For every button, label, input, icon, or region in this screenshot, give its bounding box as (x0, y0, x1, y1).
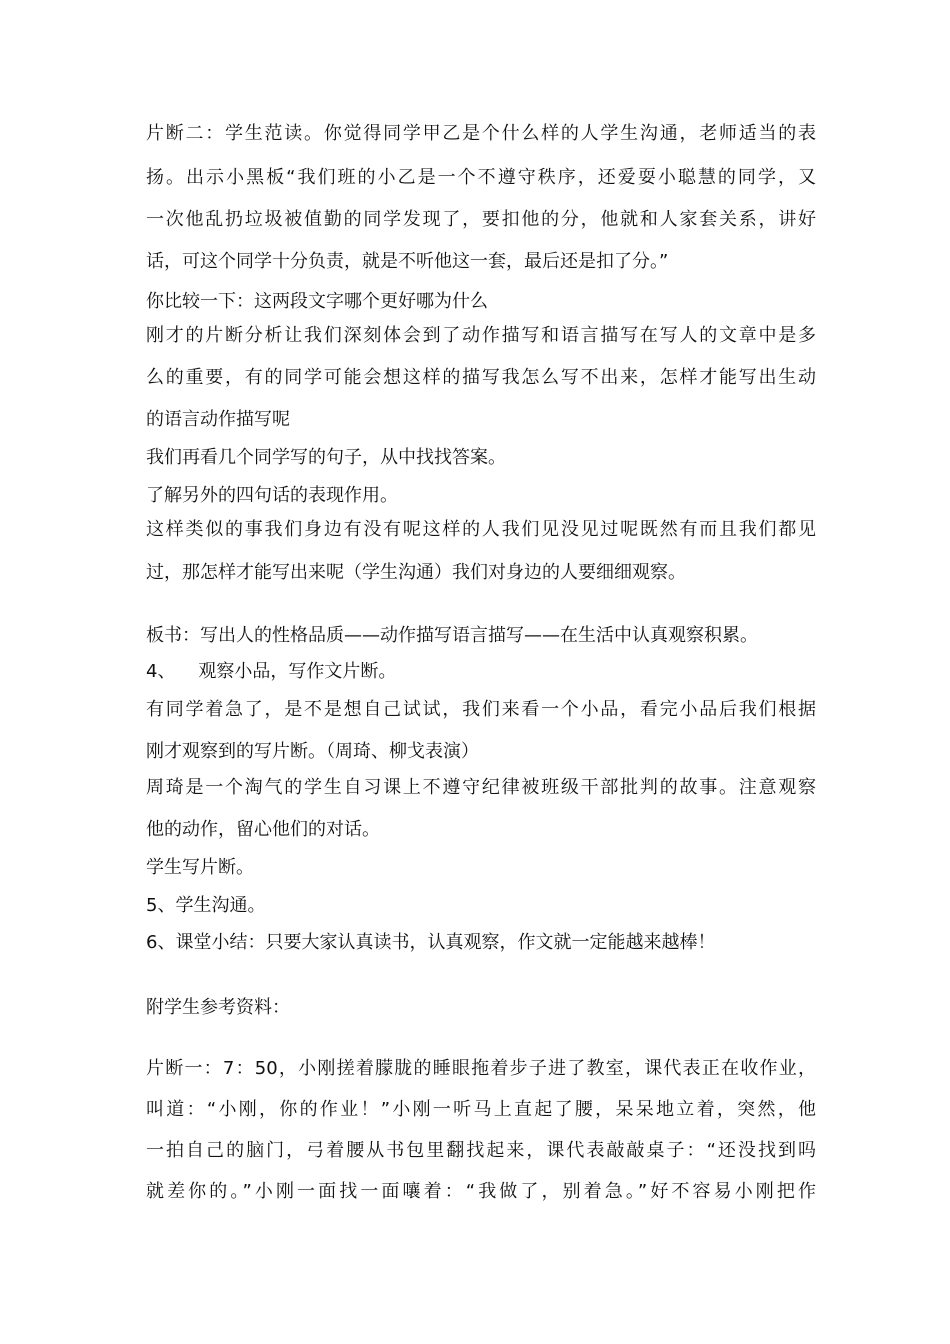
text-line: 周琦是一个淘气的学生自习课上不遵守纪律被班级干部批判的故事。注意观察 (146, 777, 816, 798)
text-line: 你比较一下：这两段文字哪个更好哪为什么 (146, 291, 488, 312)
list-item-5: 5、学生沟通。 (146, 895, 266, 916)
text-line: 学生写片断。 (146, 857, 254, 878)
text-line: 有同学着急了，是不是想自己试试，我们来看一个小品，看完小品后我们根据 (146, 699, 816, 720)
text-line: 扬。出示小黑板“我们班的小乙是一个不遵守秩序，还爱耍小聪慧的同学，又 (146, 167, 816, 188)
list-item-6: 6、课堂小结：只要大家认真读书，认真观察，作文就一定能越来越棒！ (146, 932, 716, 953)
section-heading: 附学生参考资料： (146, 997, 290, 1018)
text-line: 片断一：7：50，小刚搓着朦胧的睡眼拖着步子进了教室，课代表正在收作业， (146, 1058, 816, 1079)
text-line: 了解另外的四句话的表现作用。 (146, 485, 398, 506)
list-item-4: 4、 观察小品，写作文片断。 (146, 661, 397, 682)
text-line: 我们再看几个同学写的句子，从中找找答案。 (146, 447, 506, 468)
text-line: 么的重要，有的同学可能会想这样的描写我怎么写不出来，怎样才能写出生动 (146, 367, 816, 388)
text-line: 一次他乱扔垃圾被值勤的同学发现了，要扣他的分，他就和人家套关系，讲好 (146, 209, 816, 230)
text-line: 板书：写出人的性格品质——动作描写语言描写——在生活中认真观察积累。 (146, 625, 758, 646)
text-line: 刚才观察到的写片断。（周琦、柳戈表演） (146, 741, 479, 762)
text-line: 的语言动作描写呢 (146, 409, 290, 430)
text-line: 片断二：学生范读。你觉得同学甲乙是个什么样的人学生沟通，老师适当的表 (146, 123, 816, 144)
text-line: 刚才的片断分析让我们深刻体会到了动作描写和语言描写在写人的文章中是多 (146, 325, 816, 346)
text-line: 一拍自己的脑门，弓着腰从书包里翻找起来，课代表敲敲桌子：“还没找到吗 (146, 1140, 816, 1161)
text-line: 这样类似的事我们身边有没有呢这样的人我们见没见过呢既然有而且我们都见 (146, 519, 816, 540)
text-line: 就差你的。”小刚一面找一面嚷着：“我做了，别着急。”好不容易小刚把作 (146, 1181, 816, 1202)
text-line: 他的动作，留心他们的对话。 (146, 819, 380, 840)
text-line: 话，可这个同学十分负责，就是不听他这一套，最后还是扣了分。” (146, 251, 669, 272)
text-line: 叫道：“小刚，你的作业！”小刚一听马上直起了腰，呆呆地立着，突然，他 (146, 1099, 816, 1120)
text-line: 过，那怎样才能写出来呢（学生沟通）我们对身边的人要细细观察。 (146, 562, 686, 583)
